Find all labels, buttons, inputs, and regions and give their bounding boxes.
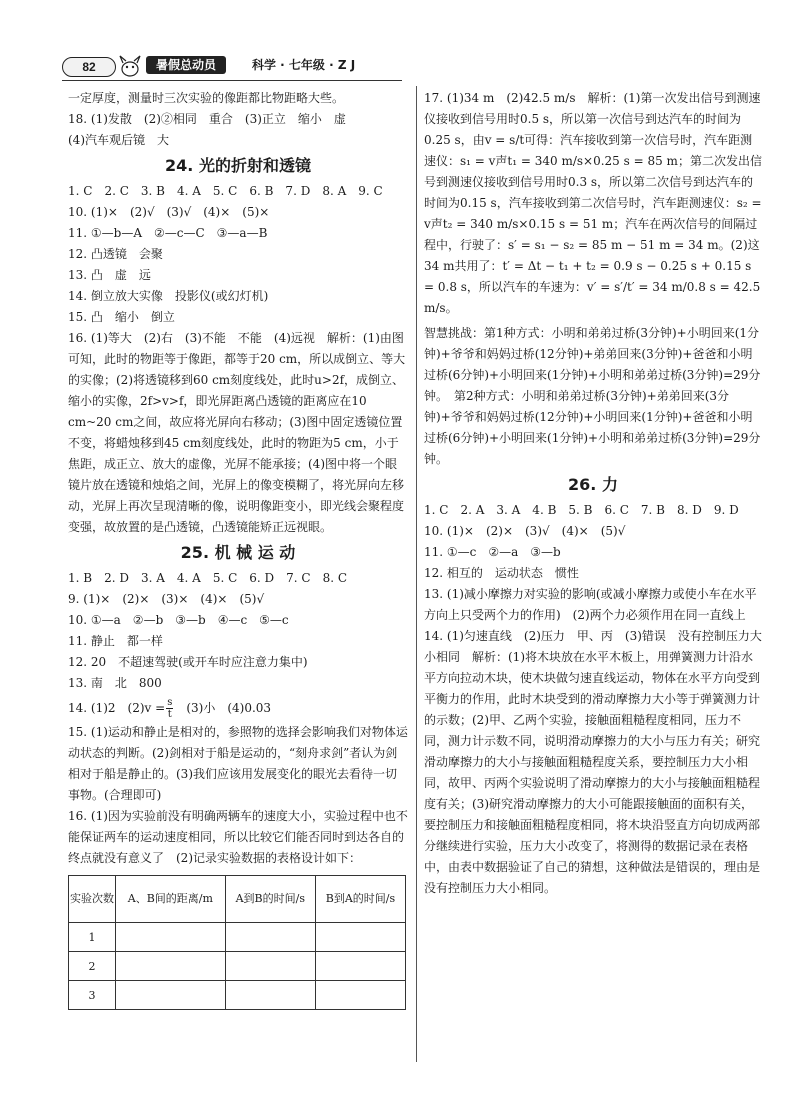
answer-line: 12. 凸透镜 会聚 <box>68 247 163 261</box>
answer-paragraph-16: 16. (1)等大 (2)右 (3)不能 不能 (4)远视 解析：(1)由图可知，此时的物距等于像距，都等于20 cm，所以成倒立、等大的实像；(2)将透镜移到60 cm刻度线处，此时u>2f，成倒立、缩小的实像，2f>v>f，即光屏距离凸透镜的距离应在10 cm~20 cm之间，故应将光屏向右移动；(3)图中固定透镜位置不变，将蜡烛移到45 cm刻度线处，此时的物距为5 cm，小于焦距，成正立、放大的虚像，光屏不能承接；(4)图中将一个眼镜片放在透镜和烛焰之间，光屏上的像变模糊了，将光屏向左移动，光屏上再次呈现清晰的像，说明像距变小，即光线会聚程度变强，故放置的是凸透镜，凸透镜能矫正远视眼。 <box>68 331 406 534</box>
answer-line: 1. B 2. D 3. A 4. A 5. C 6. D 7. C 8. C <box>68 571 348 585</box>
answer-line: 一定厚度，测量时三次实验的像距都比物距略大些。 <box>68 91 345 105</box>
table-header: B到A的时间/s <box>315 876 405 923</box>
challenge-paragraph: 智慧挑战：第1种方式：小明和弟弟过桥(3分钟)+小明回来(1分钟)+爷爷和妈妈过桥(12分钟)+弟弟回来(3分钟)+爸爸和小明过桥(6分钟)+小明回来(1分钟)+小明和弟弟过桥(3分钟)=29分钟。 第2种方式：小明和弟弟过桥(3分钟)+弟弟回来(3分钟)+爷爷和妈妈过桥(12分钟)+小明回来(1分钟)+爸爸和小明过桥(6分钟)+小明回来(1分钟)+小明和弟弟过桥(3分钟)=29分钟。 <box>424 326 761 466</box>
table-row <box>69 952 406 981</box>
answer-line: 12. 相互的 运动状态 惯性 <box>424 566 579 580</box>
header-rule <box>62 80 402 81</box>
table-cell <box>116 981 226 1010</box>
table-cell <box>315 981 405 1010</box>
table-header: 实验次数 <box>69 876 116 923</box>
table-cell <box>315 923 405 952</box>
velocity-fraction <box>166 697 173 720</box>
table-header-row <box>69 876 406 923</box>
answer-line: 10. (1)× (2)× (3)√ (4)× (5)√ <box>424 524 626 538</box>
fraction-denominator: t <box>167 709 172 720</box>
answer-paragraph-16: 16. (1)因为实验前没有明确两辆车的速度大小，实验过程中也不能保证两车的运动速度相同，所以比较它们能否同时到达各自的终点就没有意义了 (2)记录实验数据的表格设计如下： <box>68 809 408 865</box>
answer-paragraph-13: 13. (1)减小摩擦力对实验的影响(或减小摩擦力或使小车在水平方向上只受两个力的作用) (2)两个力必须作用在同一直线上 <box>424 587 757 622</box>
column-divider <box>416 86 417 1062</box>
mascot-icon <box>116 54 144 78</box>
table-cell <box>116 923 226 952</box>
right-column <box>424 88 762 899</box>
table-cell <box>225 923 315 952</box>
section-title-25: 25. 机 械 运 动 <box>180 543 296 562</box>
record-table <box>68 875 406 1010</box>
table-cell <box>116 952 226 981</box>
answer-line: 10. ①—a ②—b ③—b ④—c ⑤—c <box>68 613 289 627</box>
answer-line: 13. 南 北 800 <box>68 676 162 690</box>
section-title-24: 24. 光的折射和透镜 <box>165 156 311 175</box>
page-number: 82 <box>62 57 116 77</box>
subject-label: 科学 · 七年级 · Z J <box>252 58 356 72</box>
answer-line: 1. C 2. C 3. B 4. A 5. C 6. B 7. D 8. A 9. C <box>68 184 383 198</box>
table-cell: 3 <box>69 981 116 1010</box>
answer-text: 14. (1)2 (2)v = <box>68 701 166 715</box>
answer-line: 10. (1)× (2)√ (3)√ (4)× (5)× <box>68 205 270 219</box>
page-header <box>62 54 392 78</box>
answer-line: 14. 倒立放大实像 投影仪(或幻灯机) <box>68 289 269 303</box>
answer-line: 1. C 2. A 3. A 4. B 5. B 6. C 7. B 8. D 9. D <box>424 503 739 517</box>
left-column <box>68 88 408 1010</box>
table-cell: 2 <box>69 952 116 981</box>
answer-line: 12. 20 不超速驾驶(或开车时应注意力集中) <box>68 655 308 669</box>
answer-line: 13. 凸 虚 远 <box>68 268 151 282</box>
brand-label: 暑假总动员 <box>146 56 226 74</box>
table-cell <box>225 952 315 981</box>
answer-line: 11. ①—c ②—a ③—b <box>424 545 561 559</box>
answer-paragraph-15: 15. (1)运动和静止是相对的，参照物的选择会影响我们对物体运动状态的判断。(2)剑相对于船是运动的，“刻舟求剑”者认为剑相对于船是静止的。(3)我们应该用发展变化的眼光去看待一切事物。(合理即可) <box>68 725 408 802</box>
table-header: A到B的时间/s <box>225 876 315 923</box>
answer-line: 18. (1)发散 (2)②相同 重合 (3)正立 缩小 虚 <box>68 112 346 126</box>
table-cell <box>225 981 315 1010</box>
table-cell: 1 <box>69 923 116 952</box>
answer-paragraph-17: 17. (1)34 m (2)42.5 m/s 解析：(1)第一次发出信号到测速仪接收到信号用时0.5 s，所以第一次信号到达汽车的时间为0.25 s，由v = s/t可得：汽车接收到第一次信号时，汽车距测速仪：s₁ = v声t₁ = 340 m/s×0.25 s = 85 m；第二次发出信号到测速仪接收到信号用时0.3 s，所以第二次信号到达汽车的时间为0.15 s，汽车接收到第二次信号时，汽车距测速仪：s₂ = v声t₂ = 340 m/s×0.15 s = 51 m；汽车在两次信号的间隔过程中，行驶了：s′ = s₁ − s₂ = 85 m − 51 m = 34 m。(2)这34 m共用了：t′ = Δt − t₁ + t₂ = 0.9 s − 0.25 s + 0.15 s = 0.8 s，所以汽车的车速为：v′ = s′/t′ = 34 m/0.8 s = 42.5 m/s。 <box>424 91 762 315</box>
fraction-numerator: s <box>167 697 173 708</box>
section-title-26: 26. 力 <box>568 475 618 494</box>
table-row <box>69 923 406 952</box>
table-row <box>69 981 406 1010</box>
answer-line: 9. (1)× (2)× (3)× (4)× (5)√ <box>68 592 265 606</box>
answer-line-14 <box>68 694 408 722</box>
answer-paragraph-14: 14. (1)匀速直线 (2)压力 甲、丙 (3)错误 没有控制压力大小相同 解析：(1)将木块放在水平木板上，用弹簧测力计沿水平方向拉动木块，使木块做匀速直线运动，物体在水平方向受到平衡力的作用，此时木块受到的滑动摩擦力大小等于弹簧测力计的示数；(2)甲、乙两个实验，接触面粗糙程度相同，压力不同，测力计示数不同，说明滑动摩擦力的大小与压力有关；研究滑动摩擦力的大小与接触面粗糙程度关系，要控制压力大小相同，故甲、丙两个实验说明了滑动摩擦力的大小与接触面粗糙程度有关；(3)研究滑动摩擦力的大小可能跟接触面的面积有关，要控制压力和接触面粗糙程度相同，将木块沿竖直方向切成两部分继续进行实验，压力大小改变了，将测得的数据记录在表格中，由表中数据验证了自己的猜想，这种做法是错误的，理由是没有控制压力大小相同。 <box>424 629 762 895</box>
answer-line: 11. ①—b—A ②—c—C ③—a—B <box>68 226 268 240</box>
table-header: A、B间的距离/m <box>116 876 226 923</box>
answer-line: 11. 静止 都一样 <box>68 634 163 648</box>
answer-text: (3)小 (4)0.03 <box>174 701 272 715</box>
answer-line: (4)汽车观后镜 大 <box>68 133 169 147</box>
answer-line: 15. 凸 缩小 倒立 <box>68 310 175 324</box>
table-cell <box>315 952 405 981</box>
